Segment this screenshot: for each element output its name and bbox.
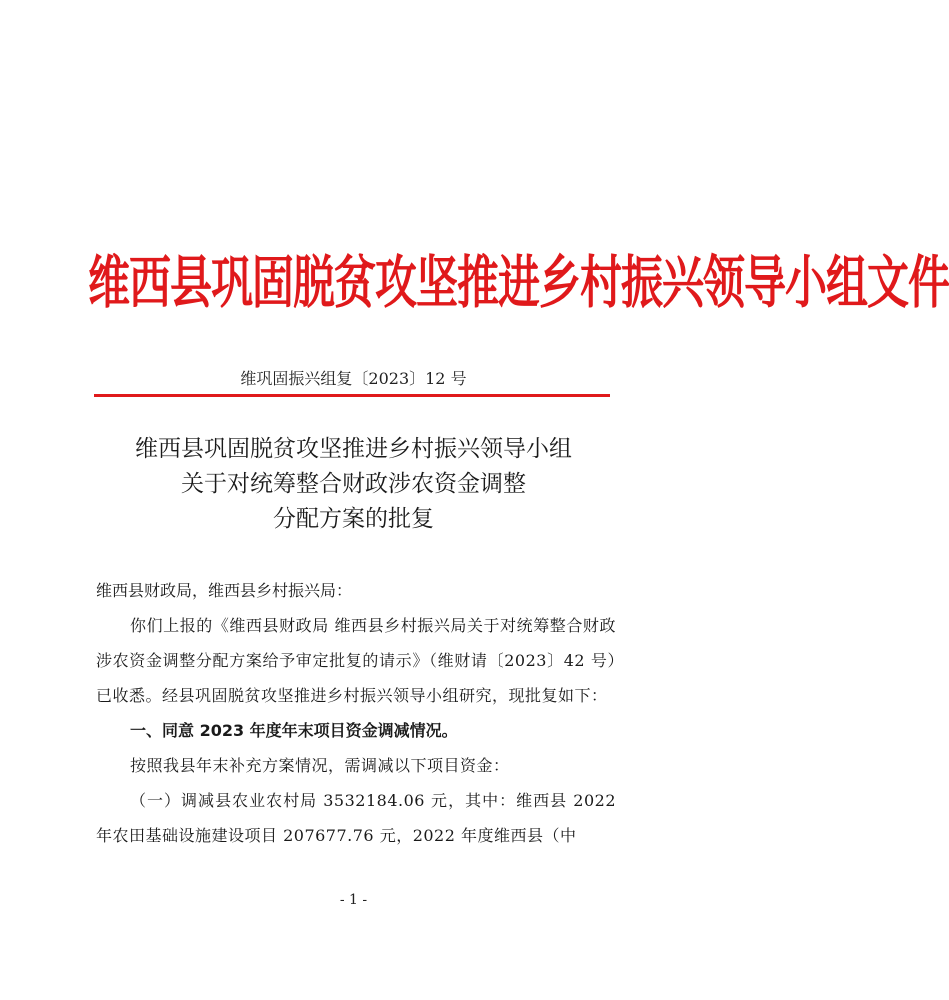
reply-title-line-1: 维西县巩固脱贫攻坚推进乡村振兴领导小组 (135, 436, 572, 462)
header-red-rule (94, 394, 610, 397)
reply-title-line-2: 关于对统筹整合财政涉农资金调整 (181, 471, 526, 497)
page-number: - 1 - (339, 892, 368, 908)
reply-title (0, 432, 707, 537)
document-header-title: 维西县巩固脱贫攻坚推进乡村振兴领导小组文件 (88, 249, 949, 316)
body-paragraph-request: 你们上报的《维西县财政局 维西县乡村振兴局关于对统筹整合财政涉农资金调整分配方案给予审定批复的请示》（维财请〔2023〕42 号）已收悉。经县巩固脱贫攻坚推进乡村振兴领导小组研究，现批复如下： (96, 616, 616, 705)
addressee: 维西县财政局，维西县乡村振兴局： (96, 581, 353, 600)
section-heading-1: 一、同意 2023 年度年末项目资金调减情况。 (130, 721, 458, 740)
body-paragraph-adjustment: 按照我县年末补充方案情况，需调减以下项目资金： (130, 756, 510, 775)
reply-title-line-3: 分配方案的批复 (273, 506, 434, 532)
body-paragraph-agriculture-bureau: （一）调减县农业农村局 3532184.06 元，其中：维西县 2022 年农田基础设施建设项目 207677.76 元，2022 年度维西县（中 (96, 791, 616, 845)
document-number: 维巩固振兴组复〔2023〕12 号 (240, 369, 467, 388)
document-body (96, 573, 616, 853)
